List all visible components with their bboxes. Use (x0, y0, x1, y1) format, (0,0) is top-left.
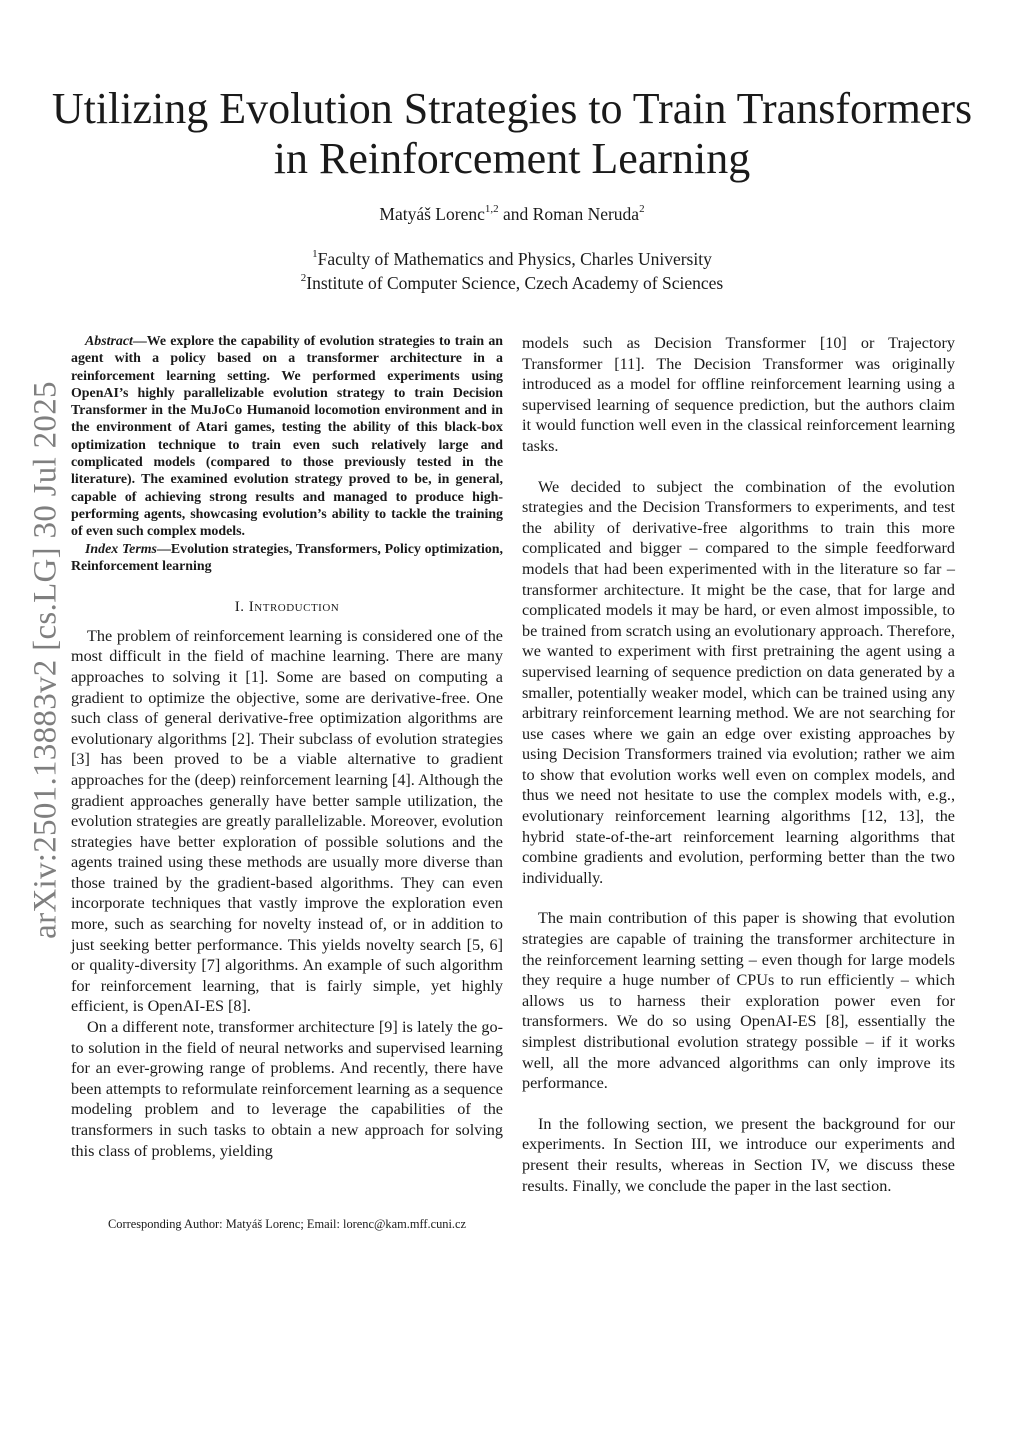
left-column (71, 333, 503, 1161)
affiliation-line (40, 247, 984, 271)
abstract-label: Abstract (85, 334, 133, 349)
abstract (71, 333, 503, 541)
paper-title (40, 84, 984, 184)
index-terms (71, 541, 503, 576)
body-paragraph: We decided to subject the combination of the evolution strategies and the Decision Transformers to experiments, and test the ability of derivative-free algorithms to train this more complicated and bigger – compared to the simple feedforward models that had been experimented with in the literature so far – transformer architecture. It might be the case, that for large and complicated models it may be hard, or even almost impossible, to be trained from scratch using an evolutionary approach. Therefore, we wanted to experiment with first pretraining the agent using a supervised learning of sequence prediction on data generated by a smaller, potentially weaker model, which can be trained using any arbitrary reinforcement learning method. We are not searching for use cases where we gain an edge over existing approaches by using Decision Transformers trained via evolution; rather we aim to show that evolution works well even on complex models, and thus we need not hesitate to use the complex models with, e.g., evolutionary reinforcement learning algorithms [12, 13], the hybrid state-of-the-art reinforcement learning algorithms that combine gradients and evolution, performing better than the two individually. (522, 477, 955, 887)
affiliation-text: Institute of Computer Science, Czech Academy of Sciences (306, 273, 724, 293)
section-heading-introduction (71, 597, 503, 618)
author-list (40, 204, 984, 225)
affiliation-list (40, 247, 984, 295)
affiliation-text: Faculty of Mathematics and Physics, Charles University (317, 249, 712, 269)
author-affiliation-marker: 1,2 (484, 203, 499, 216)
abstract-text: —We explore the capability of evolution strategies to train an agent with a policy based on a transformer architecture in a reinforcement learning setting. We performed experiments using OpenAI’s highly parallelizable evolution strategy to train Decision Transformer in the MuJoCo Humanoid locomotion environment and in the environment of Atari games, testing the ability of this black-box optimization technique to train even such relatively large and complicated models (compared to those previously tested in the literature). The examined evolution strategy proved to be, in general, capable of achieving strong results and managed to produce high-performing agents, showcasing evolution’s ability to tackle the training of even such complex models. (71, 334, 503, 540)
affiliation-line (40, 271, 984, 295)
title-line-2: in Reinforcement Learning (273, 134, 751, 183)
title-line-1: Utilizing Evolution Strategies to Train Transformers (51, 84, 973, 133)
section-title: Introduction (248, 599, 340, 616)
index-terms-label: Index Terms (85, 541, 157, 557)
affiliation-marker: 2 (300, 272, 307, 285)
author-name: Matyáš Lorenc (379, 204, 485, 224)
index-terms-text: —Evolution strategies, Transformers, Policy optimization, Reinforcement learning (71, 541, 503, 574)
body-paragraph: On a different note, transformer architecture [9] is lately the go-to solution in the field of neural networks and supervised learning for an ever-growing range of problems. And recently, there have been attempts to reformulate reinforcement learning as a sequence modeling problem and to leverage the capabilities of the transformers in such tasks to obtain a new approach for solving this class of problems, yielding (71, 1018, 503, 1160)
body-paragraph: In the following section, we present the background for our experiments. In Section III, we introduce our experiments and present their results, whereas in Section IV, we discuss these results. Finally, we conclude the paper in the last section. (522, 1114, 955, 1195)
right-column (522, 333, 955, 1216)
body-paragraph: models such as Decision Transformer [10] or Trajectory Transformer [11]. The Decision Transformer was originally introduced as a model for offline reinforcement learning using a supervised learning of sequence prediction, but the authors claim it would function well even in the classical reinforcement learning tasks. (522, 334, 955, 455)
body-paragraph: The problem of reinforcement learning is considered one of the most difficult in the field of machine learning. There are many approaches to solving it [1]. Some are based on computing a gradient to optimize the objective, some are derivative-free. One such class of general derivative-free optimization algorithms are evolutionary algorithms [2]. Their subclass of evolution strategies [3] has been proved to be a viable alternative to gradient approaches for the (deep) reinforcement learning [4]. Although the gradient approaches generally have better sample utilization, the evolution strategies are greatly parallelizable. Moreover, evolution strategies have better exploration of possible solutions and the agents trained using these methods are usually more diverse than those trained by the gradient-based algorithms. They can even incorporate techniques that vastly improve the exploration even more, such as searching for novelty instead of, or in addition to just seeking better performance. This yields novelty search [5, 6] or quality-diversity [7] algorithms. An example of such algorithm for reinforcement learning, that is fairly simple, yet highly efficient, is OpenAI-ES [8]. (71, 626, 503, 1016)
affiliation-marker: 1 (312, 248, 318, 261)
arxiv-identifier-stamp: arXiv:2501.13883v2 [cs.LG] 30 Jul 2025 (27, 381, 64, 939)
author-affiliation-marker: 2 (639, 203, 645, 216)
body-paragraph: The main contribution of this paper is showing that evolution strategies are capable of training the transformer architecture in the reinforcement learning setting – even though for large models they require a huge number of CPUs to run efficiently – which allows us to harness their exploration power even for transformers. We do so using OpenAI-ES [8], essentially the simplest distributional evolution strategy possible – if it works well, all the more advanced algorithms can only improve its performance. (522, 909, 955, 1093)
author-joiner: and (498, 204, 533, 224)
section-number: I. (234, 599, 245, 616)
author-name: Roman Neruda (532, 204, 640, 224)
corresponding-author-footnote: Corresponding Author: Matyáš Lorenc; Email: lorenc@kam.mff.cuni.cz (107, 1217, 467, 1231)
